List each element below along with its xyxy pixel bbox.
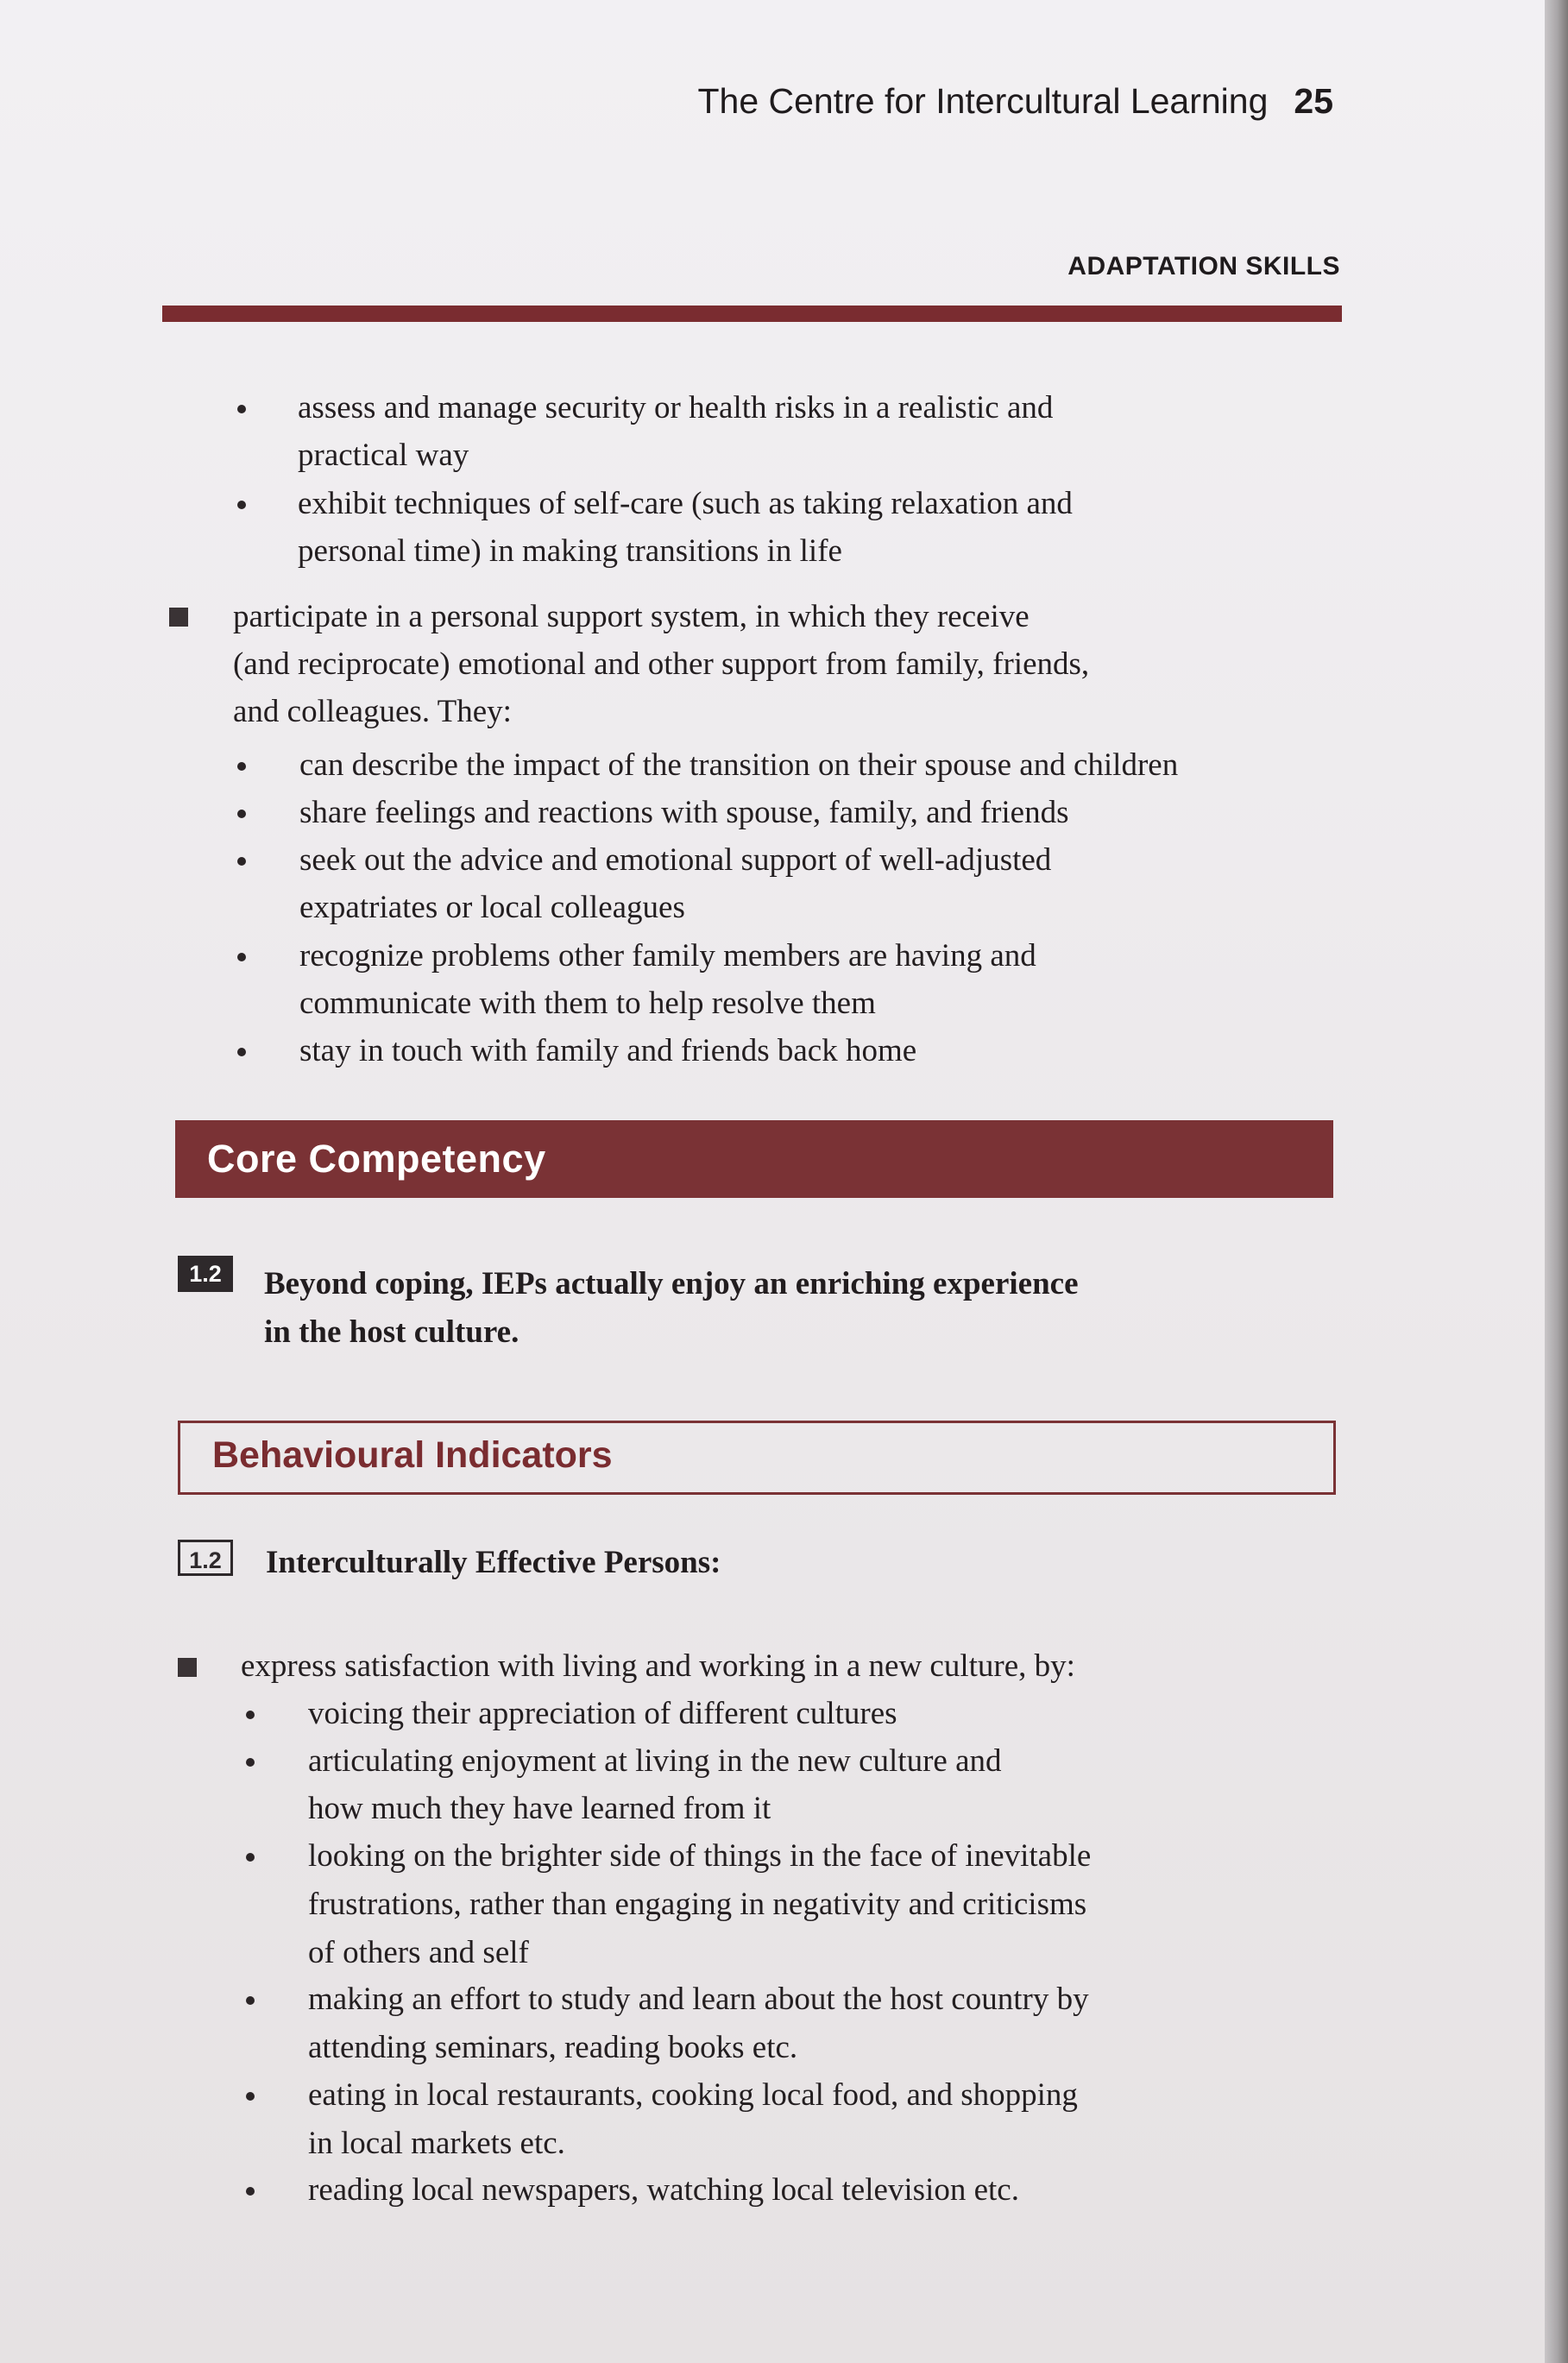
- bullet-icon: [237, 810, 246, 818]
- statement-line: Beyond coping, IEPs actually enjoy an enriching experience: [264, 1266, 1079, 1301]
- list-item-line: practical way: [298, 438, 469, 473]
- bullet-icon: [246, 2187, 255, 2196]
- list-item-line: making an effort to study and learn about the host country by: [308, 1982, 1089, 2017]
- statement-line: in the host culture.: [264, 1314, 520, 1350]
- list-item-line: of others and self: [308, 1935, 529, 1970]
- indicator-number-badge: 1.2: [178, 1540, 233, 1576]
- list-item-line: in local markets etc.: [308, 2126, 565, 2161]
- bullet-icon: [237, 501, 246, 509]
- list-item-line: (and reciprocate) emotional and other support from family, friends,: [233, 646, 1090, 682]
- list-item-line: express satisfaction with living and working in a new culture, by:: [241, 1648, 1075, 1684]
- behavioural-indicators-title: Behavioural Indicators: [212, 1434, 613, 1476]
- list-item-line: share feelings and reactions with spouse, family, and friends: [299, 795, 1069, 830]
- list-item-line: voicing their appreciation of different cultures: [308, 1696, 897, 1731]
- competency-statement: [264, 1260, 1079, 1357]
- list-item-line: attending seminars, reading books etc.: [308, 2030, 798, 2065]
- list-item-line: exhibit techniques of self-care (such as taking relaxation and: [298, 486, 1073, 521]
- bullet-icon: [237, 857, 246, 866]
- bullet-icon: [237, 405, 246, 413]
- list-item-line: assess and manage security or health risks in a realistic and: [298, 390, 1054, 425]
- bullet-icon: [246, 1996, 255, 2005]
- running-title: The Centre for Intercultural Learning: [697, 81, 1269, 121]
- list-item-line: stay in touch with family and friends back home: [299, 1033, 917, 1068]
- list-item-line: reading local newspapers, watching local television etc.: [308, 2172, 1019, 2208]
- list-item-line: personal time) in making transitions in life: [298, 533, 842, 569]
- running-head: [0, 81, 1333, 122]
- list-item-line: frustrations, rather than engaging in negativity and criticisms: [308, 1887, 1087, 1922]
- bullet-icon: [237, 762, 246, 771]
- bullet-icon: [237, 953, 246, 961]
- list-item-line: can describe the impact of the transition on their spouse and children: [299, 747, 1179, 783]
- bullet-icon: [246, 2092, 255, 2101]
- list-item-line: expatriates or local colleagues: [299, 890, 685, 925]
- list-item-line: seek out the advice and emotional support of well-adjusted: [299, 842, 1052, 878]
- list-item-line: looking on the brighter side of things in the face of inevitable: [308, 1838, 1092, 1874]
- bullet-icon: [237, 1048, 246, 1056]
- bullet-icon: [246, 1711, 255, 1719]
- list-item-line: participate in a personal support system, in which they receive: [233, 599, 1030, 634]
- square-bullet-icon: [178, 1658, 197, 1677]
- section-rule: [162, 306, 1342, 322]
- page-number: 25: [1294, 81, 1333, 121]
- list-item-line: communicate with them to help resolve them: [299, 986, 876, 1021]
- section-label: ADAPTATION SKILLS: [1067, 252, 1340, 280]
- core-competency-title: Core Competency: [207, 1137, 546, 1181]
- competency-number-badge: 1.2: [178, 1256, 233, 1292]
- list-item-line: how much they have learned from it: [308, 1791, 771, 1826]
- page-edge: [1545, 0, 1568, 2363]
- square-bullet-icon: [169, 608, 188, 627]
- list-item-line: recognize problems other family members are having and: [299, 938, 1036, 974]
- iep-heading: Interculturally Effective Persons:: [266, 1545, 721, 1580]
- bullet-icon: [246, 1758, 255, 1767]
- list-item-line: articulating enjoyment at living in the new culture and: [308, 1743, 1002, 1779]
- list-item-line: eating in local restaurants, cooking local food, and shopping: [308, 2077, 1078, 2113]
- list-item-line: and colleagues. They:: [233, 694, 512, 729]
- bullet-icon: [246, 1853, 255, 1862]
